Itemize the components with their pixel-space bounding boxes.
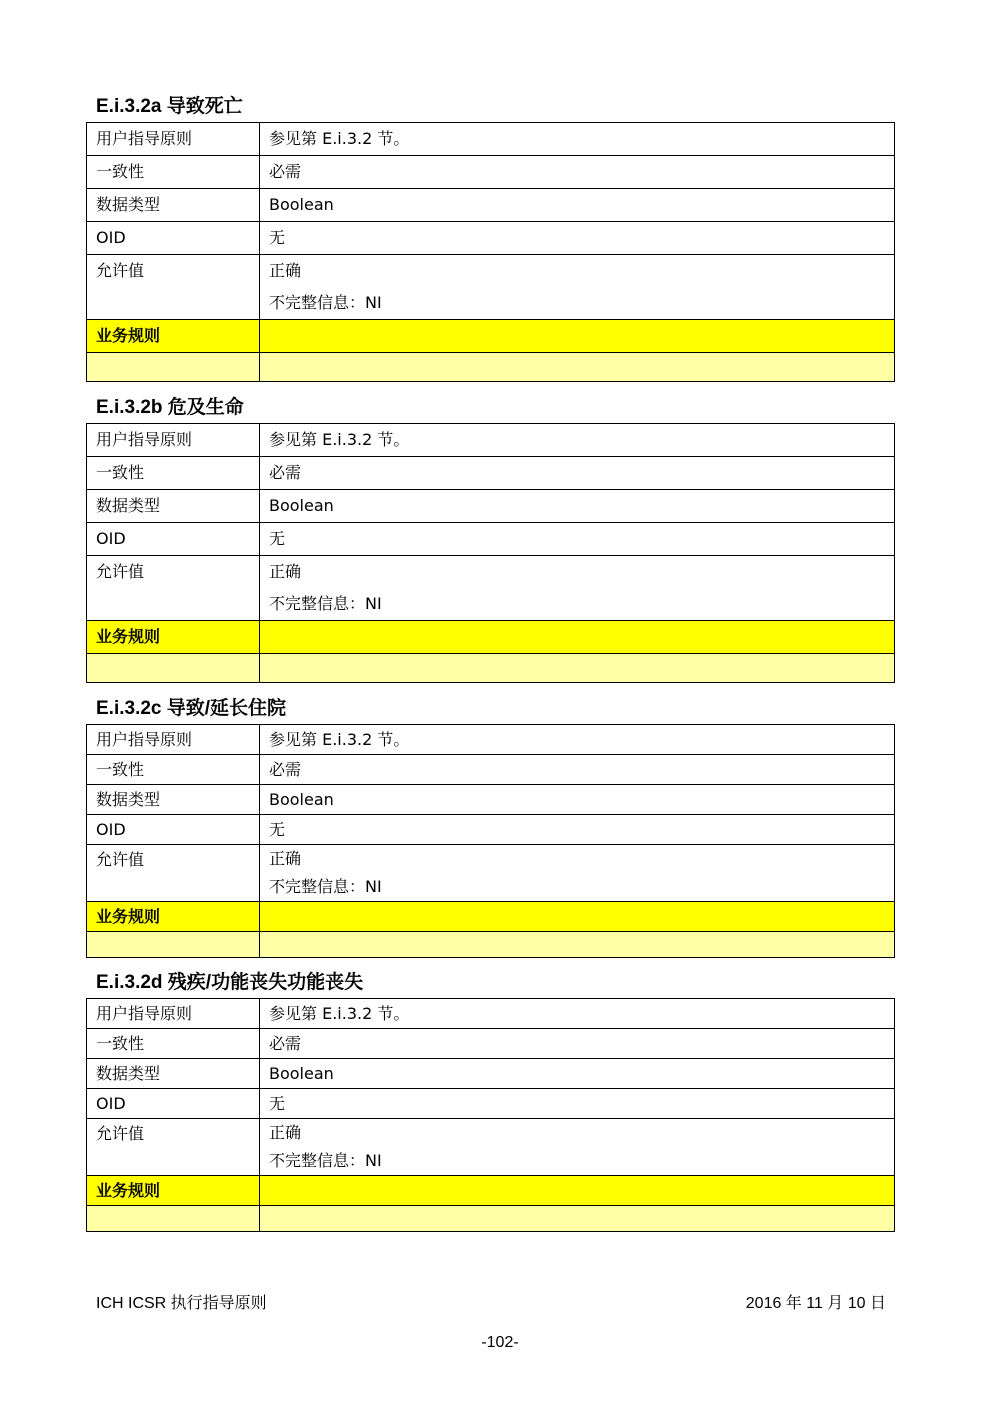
row-label: OID xyxy=(87,815,260,845)
row-label: OID xyxy=(87,1089,260,1119)
business-rules-label: 业务规则 xyxy=(87,902,260,932)
section-e-i-3-2b xyxy=(86,397,895,683)
row-label: 数据类型 xyxy=(87,189,260,222)
allowed-value: 正确 xyxy=(269,261,302,280)
row-value: 必需 xyxy=(260,1029,895,1059)
row-value xyxy=(260,255,895,320)
table-row xyxy=(87,725,895,755)
row-label: 用户指导原则 xyxy=(87,424,260,457)
row-value: 必需 xyxy=(260,755,895,785)
business-rules-row xyxy=(87,320,895,353)
empty-cell xyxy=(260,353,895,382)
business-rules-header-cell xyxy=(260,320,895,353)
business-rules-row xyxy=(87,621,895,654)
spec-table xyxy=(86,998,895,1232)
footer-date: 2016 年 11 月 10 日 xyxy=(745,1295,886,1312)
table-row xyxy=(87,1089,895,1119)
business-rules-row xyxy=(87,902,895,932)
empty-cell xyxy=(87,654,260,683)
business-rules-label: 业务规则 xyxy=(87,621,260,654)
row-value: Boolean xyxy=(260,490,895,523)
allowed-value: 正确 xyxy=(269,562,302,581)
row-label: 允许值 xyxy=(87,255,260,320)
section-title: E.i.3.2d 残疾/功能丧失功能丧失 xyxy=(96,972,364,993)
row-label: OID xyxy=(87,222,260,255)
row-label: 允许值 xyxy=(87,845,260,902)
table-row xyxy=(87,1029,895,1059)
business-rules-header-cell xyxy=(260,902,895,932)
row-value: 无 xyxy=(260,523,895,556)
table-row xyxy=(87,556,895,621)
page-number: -102- xyxy=(481,1334,519,1351)
row-label: 一致性 xyxy=(87,457,260,490)
table-row xyxy=(87,490,895,523)
footer-document-title: ICH ICSR 执行指导原则 xyxy=(96,1295,267,1312)
row-value: 必需 xyxy=(260,457,895,490)
section-title: E.i.3.2b 危及生命 xyxy=(96,397,244,418)
row-value: 参见第 E.i.3.2 节。 xyxy=(260,123,895,156)
row-label: OID xyxy=(87,523,260,556)
row-value: Boolean xyxy=(260,189,895,222)
business-rules-content-row xyxy=(87,932,895,958)
empty-cell xyxy=(260,1206,895,1232)
row-value: 无 xyxy=(260,1089,895,1119)
table-row xyxy=(87,999,895,1029)
empty-cell xyxy=(87,1206,260,1232)
allowed-value: 正确 xyxy=(269,1123,302,1142)
row-label: 数据类型 xyxy=(87,1059,260,1089)
section-e-i-3-2a xyxy=(86,96,895,382)
table-row xyxy=(87,255,895,320)
row-value: 无 xyxy=(260,222,895,255)
row-value: 必需 xyxy=(260,156,895,189)
table-row xyxy=(87,1119,895,1176)
allowed-value: 不完整信息：NI xyxy=(269,293,382,312)
row-value: 无 xyxy=(260,815,895,845)
business-rules-content-row xyxy=(87,353,895,382)
allowed-value: 不完整信息：NI xyxy=(269,877,382,896)
table-row xyxy=(87,222,895,255)
row-value: Boolean xyxy=(260,785,895,815)
row-value: 参见第 E.i.3.2 节。 xyxy=(260,999,895,1029)
table-row xyxy=(87,123,895,156)
row-value: 参见第 E.i.3.2 节。 xyxy=(260,725,895,755)
business-rules-content-row xyxy=(87,654,895,683)
spec-table xyxy=(86,122,895,382)
business-rules-row xyxy=(87,1176,895,1206)
row-label: 一致性 xyxy=(87,156,260,189)
business-rules-content-row xyxy=(87,1206,895,1232)
row-value: Boolean xyxy=(260,1059,895,1089)
spec-table xyxy=(86,423,895,683)
table-row xyxy=(87,815,895,845)
allowed-value: 不完整信息：NI xyxy=(269,594,382,613)
table-row xyxy=(87,156,895,189)
row-label: 允许值 xyxy=(87,556,260,621)
row-label: 一致性 xyxy=(87,755,260,785)
business-rules-header-cell xyxy=(260,621,895,654)
row-label: 一致性 xyxy=(87,1029,260,1059)
section-e-i-3-2c xyxy=(86,698,895,958)
business-rules-header-cell xyxy=(260,1176,895,1206)
table-row xyxy=(87,785,895,815)
allowed-value: 正确 xyxy=(269,849,302,868)
table-row xyxy=(87,755,895,785)
row-label: 允许值 xyxy=(87,1119,260,1176)
empty-cell xyxy=(87,353,260,382)
table-row xyxy=(87,523,895,556)
table-row xyxy=(87,424,895,457)
row-value xyxy=(260,845,895,902)
row-label: 数据类型 xyxy=(87,490,260,523)
section-title: E.i.3.2a 导致死亡 xyxy=(96,96,243,117)
row-value: 参见第 E.i.3.2 节。 xyxy=(260,424,895,457)
business-rules-label: 业务规则 xyxy=(87,1176,260,1206)
row-value xyxy=(260,1119,895,1176)
spec-table xyxy=(86,724,895,958)
business-rules-label: 业务规则 xyxy=(87,320,260,353)
empty-cell xyxy=(260,932,895,958)
table-row xyxy=(87,1059,895,1089)
row-label: 用户指导原则 xyxy=(87,725,260,755)
section-title: E.i.3.2c 导致/延长住院 xyxy=(96,698,287,719)
row-value xyxy=(260,556,895,621)
table-row xyxy=(87,189,895,222)
empty-cell xyxy=(260,654,895,683)
table-row xyxy=(87,457,895,490)
table-row xyxy=(87,845,895,902)
row-label: 用户指导原则 xyxy=(87,999,260,1029)
row-label: 用户指导原则 xyxy=(87,123,260,156)
section-e-i-3-2d xyxy=(86,972,895,1232)
allowed-value: 不完整信息：NI xyxy=(269,1151,382,1170)
row-label: 数据类型 xyxy=(87,785,260,815)
empty-cell xyxy=(87,932,260,958)
